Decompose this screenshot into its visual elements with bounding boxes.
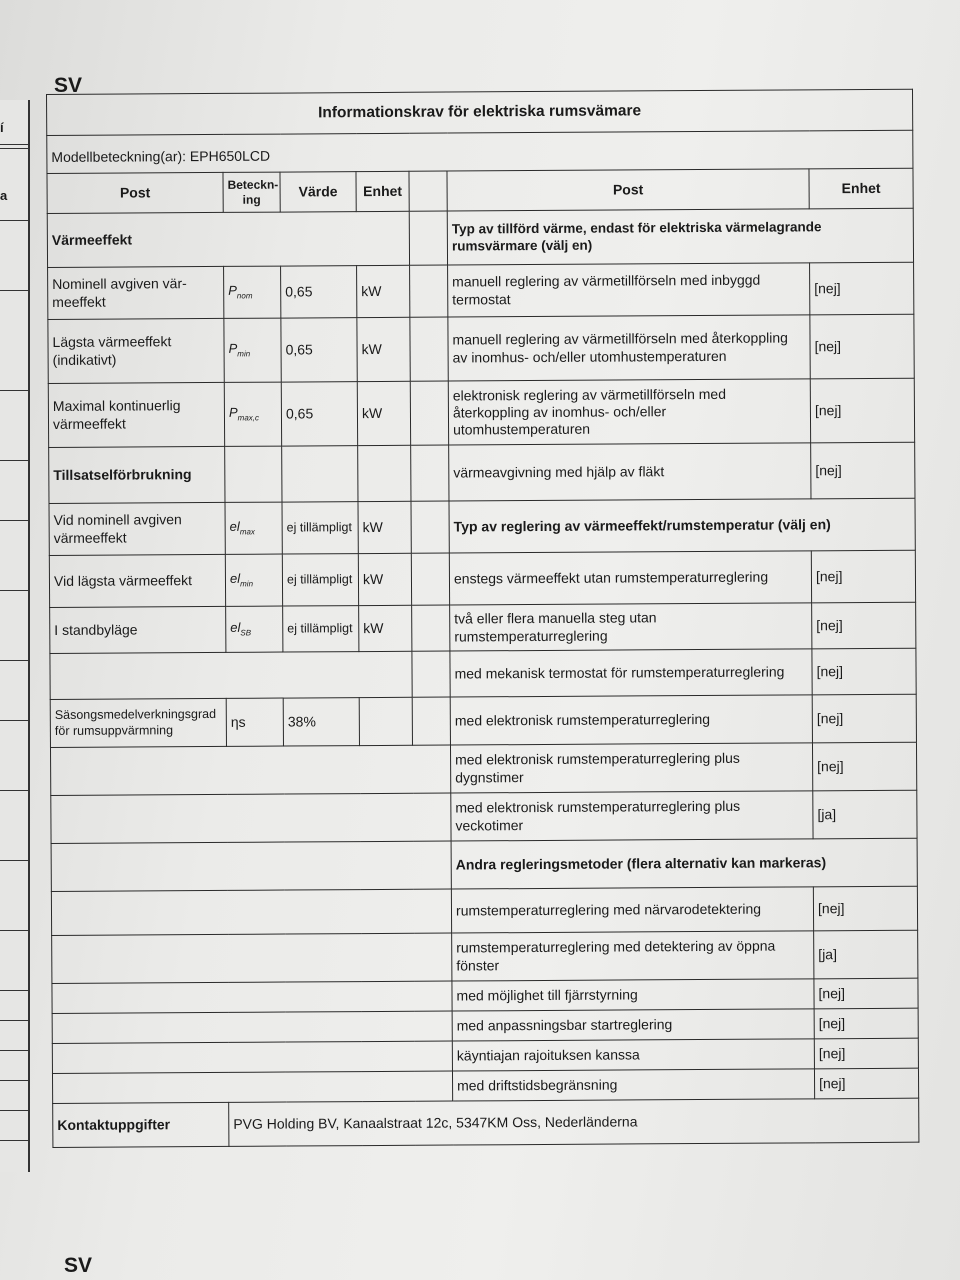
other-method-label: rumstemperaturreglering med detektering av öppna fönster — [452, 931, 814, 981]
control-type-value: [nej] — [812, 648, 916, 695]
header-enhet-right: Enhet — [809, 168, 913, 209]
heat-type-value: [nej] — [810, 314, 914, 379]
adjacent-page-edge — [0, 100, 30, 1172]
row-unit: kW — [359, 605, 412, 651]
empty-cell — [51, 841, 451, 891]
spec-table — [46, 89, 919, 1148]
control-type-label: med elektronisk rumstemperaturreglering plus veckotimer — [451, 791, 813, 841]
section-heat-input-type: Typ av tillförd värme, endast för elektriska värmelagrande rumsvärmare (välj en) — [447, 208, 913, 265]
section-other-methods: Andra regleringsmetoder (flera alternativ kan markeras) — [451, 838, 917, 889]
empty-cell — [50, 651, 412, 699]
row-value: ej tillämpligt — [283, 606, 359, 652]
language-code-top: SV — [54, 74, 83, 97]
document-title: Informationskrav för elektriska rumsvämare — [47, 89, 913, 135]
row-value: 38% — [283, 698, 359, 746]
row-label: Säsongsmedelverkningsgrad för rumsuppvärmning — [50, 698, 226, 747]
information-requirements-document — [46, 89, 919, 1166]
symbol-subscript: max — [239, 527, 255, 537]
row-value: 0,65 — [281, 266, 357, 318]
row-symbol — [225, 502, 282, 554]
heat-type-label: manuell reglering av värmetillförseln med återkoppling av inomhus- och/eller utomhustemperaturen — [448, 315, 810, 381]
symbol-subscript: min — [237, 349, 251, 359]
other-method-value: [nej] — [813, 886, 917, 931]
header-beteckning-line1: Beteckn- — [227, 177, 279, 192]
symbol-main: P — [228, 405, 238, 421]
control-type-label: med mekanisk termostat för rumstemperaturreglering — [450, 649, 812, 697]
row-value: 0,65 — [281, 382, 357, 446]
symbol-main: P — [228, 283, 237, 299]
row-unit — [359, 697, 412, 745]
spacer-cell — [412, 697, 450, 745]
empty-cell — [51, 889, 451, 935]
empty-cell — [50, 745, 450, 795]
row-symbol — [225, 554, 282, 606]
row-value: 0,65 — [281, 318, 357, 382]
control-type-label: med elektronisk rumstemperaturreglering plus dygnstimer — [450, 743, 812, 793]
row-label: Vid lägsta värmeeffekt — [49, 554, 225, 607]
row-unit: kW — [358, 501, 411, 553]
spacer-cell — [410, 317, 448, 381]
row-symbol — [224, 266, 281, 318]
other-method-label: med driftstidsbegränsning — [452, 1069, 814, 1101]
other-method-value: [nej] — [814, 1008, 918, 1039]
empty-cell — [52, 933, 452, 983]
row-symbol — [224, 318, 281, 382]
symbol-subscript: min — [240, 579, 254, 589]
row-label: I standbyläge — [50, 606, 226, 653]
heat-type-value: [nej] — [811, 442, 915, 499]
empty-cell — [225, 446, 282, 502]
language-code-bottom: SV — [64, 1254, 93, 1277]
contact-label: Kontaktuppgifter — [53, 1102, 229, 1147]
section-heat-output: Värmeeffekt — [47, 211, 409, 267]
empty-cell — [358, 445, 411, 501]
header-spacer — [409, 171, 447, 211]
header-post-right: Post — [447, 169, 809, 211]
symbol-main: el — [229, 571, 241, 587]
row-label: Nominell avgiven vär-meeffekt — [48, 266, 224, 319]
empty-cell — [52, 981, 452, 1013]
control-type-label: två eller flera manuella steg utan rumstemperaturreglering — [450, 603, 812, 651]
heat-type-value: [nej] — [810, 378, 914, 443]
row-unit: kW — [357, 381, 410, 445]
spacer-cell — [412, 651, 450, 697]
header-varde: Värde — [280, 172, 356, 212]
spacer-cell — [411, 445, 449, 501]
other-method-label: med anpassningsbar startreglering — [452, 1009, 814, 1041]
header-enhet: Enhet — [356, 171, 409, 211]
row-symbol: ηs — [226, 698, 283, 746]
header-beteckning — [223, 172, 280, 212]
other-method-label: rumstemperaturreglering med närvarodetektering — [451, 887, 813, 933]
symbol-main: el — [229, 519, 240, 535]
symbol-main: P — [228, 341, 238, 357]
row-label: Vid nominell avgiven värmeeffekt — [49, 502, 225, 555]
spacer-cell — [410, 265, 448, 317]
spacer-cell — [411, 553, 449, 605]
row-value: ej tillämpligt — [282, 502, 358, 554]
other-method-label: käyntiajan rajoituksen kanssa — [452, 1039, 814, 1071]
section-aux-consumption: Tillsatselförbrukning — [49, 446, 225, 503]
row-unit: kW — [358, 553, 411, 605]
spacer-cell — [411, 501, 449, 553]
side-mark-2: a — [0, 188, 8, 203]
contact-value: PVG Holding BV, Kanaalstraat 12c, 5347KM Oss, Nederländerna — [229, 1098, 919, 1146]
spacer-cell — [412, 605, 450, 651]
control-type-value: [ja] — [813, 790, 917, 839]
control-type-value: [nej] — [812, 602, 916, 649]
row-value: ej tillämpligt — [282, 554, 358, 606]
header-post: Post — [47, 172, 223, 213]
other-method-value: [ja] — [814, 930, 918, 979]
control-type-label: med elektronisk rumstemperaturreglering — [450, 695, 812, 745]
symbol-main: el — [230, 620, 241, 636]
model-designation: Modellbeteckning(ar): EPH650LCD — [47, 130, 913, 173]
row-label: Maximal kontinuerlig värmeeffekt — [48, 382, 224, 447]
empty-cell — [282, 446, 358, 502]
other-method-value: [nej] — [814, 1068, 918, 1099]
symbol-subscript: nom — [236, 291, 253, 301]
symbol-subscript: max,c — [237, 413, 260, 423]
side-mark-1: í — [0, 120, 4, 135]
control-type-label: enstegs värmeeffekt utan rumstemperaturreglering — [449, 551, 811, 605]
spacer-cell — [410, 381, 448, 445]
other-method-label: med möjlighet till fjärrstyrning — [452, 979, 814, 1011]
empty-cell — [52, 1071, 452, 1103]
control-type-value: [nej] — [812, 694, 916, 743]
empty-cell — [52, 1011, 452, 1043]
row-symbol — [224, 382, 281, 446]
heat-type-label: värmeavgivning med hjälp av fläkt — [449, 443, 811, 501]
section-control-type: Typ av reglering av värmeeffekt/rumstemperatur (välj en) — [449, 498, 915, 553]
other-method-value: [nej] — [814, 1038, 918, 1069]
empty-cell — [52, 1041, 452, 1073]
row-unit: kW — [357, 317, 410, 381]
row-symbol — [226, 606, 283, 652]
symbol-subscript: SB — [240, 628, 252, 638]
other-method-value: [nej] — [814, 978, 918, 1009]
row-label: Lägsta värmeeffekt (indikativt) — [48, 318, 224, 383]
control-type-value: [nej] — [812, 742, 916, 791]
header-beteckning-line2: ing — [242, 192, 261, 207]
row-unit: kW — [357, 265, 410, 317]
empty-cell — [51, 793, 451, 843]
spacer-cell — [409, 211, 447, 265]
heat-type-label: elektronisk reglering av värmetillförseln med återkoppling av inomhus- och/eller utomhustemperaturen — [448, 379, 810, 445]
heat-type-value: [nej] — [810, 262, 914, 315]
control-type-value: [nej] — [811, 550, 915, 603]
heat-type-label: manuell reglering av värmetillförseln med inbyggd termostat — [448, 263, 810, 317]
